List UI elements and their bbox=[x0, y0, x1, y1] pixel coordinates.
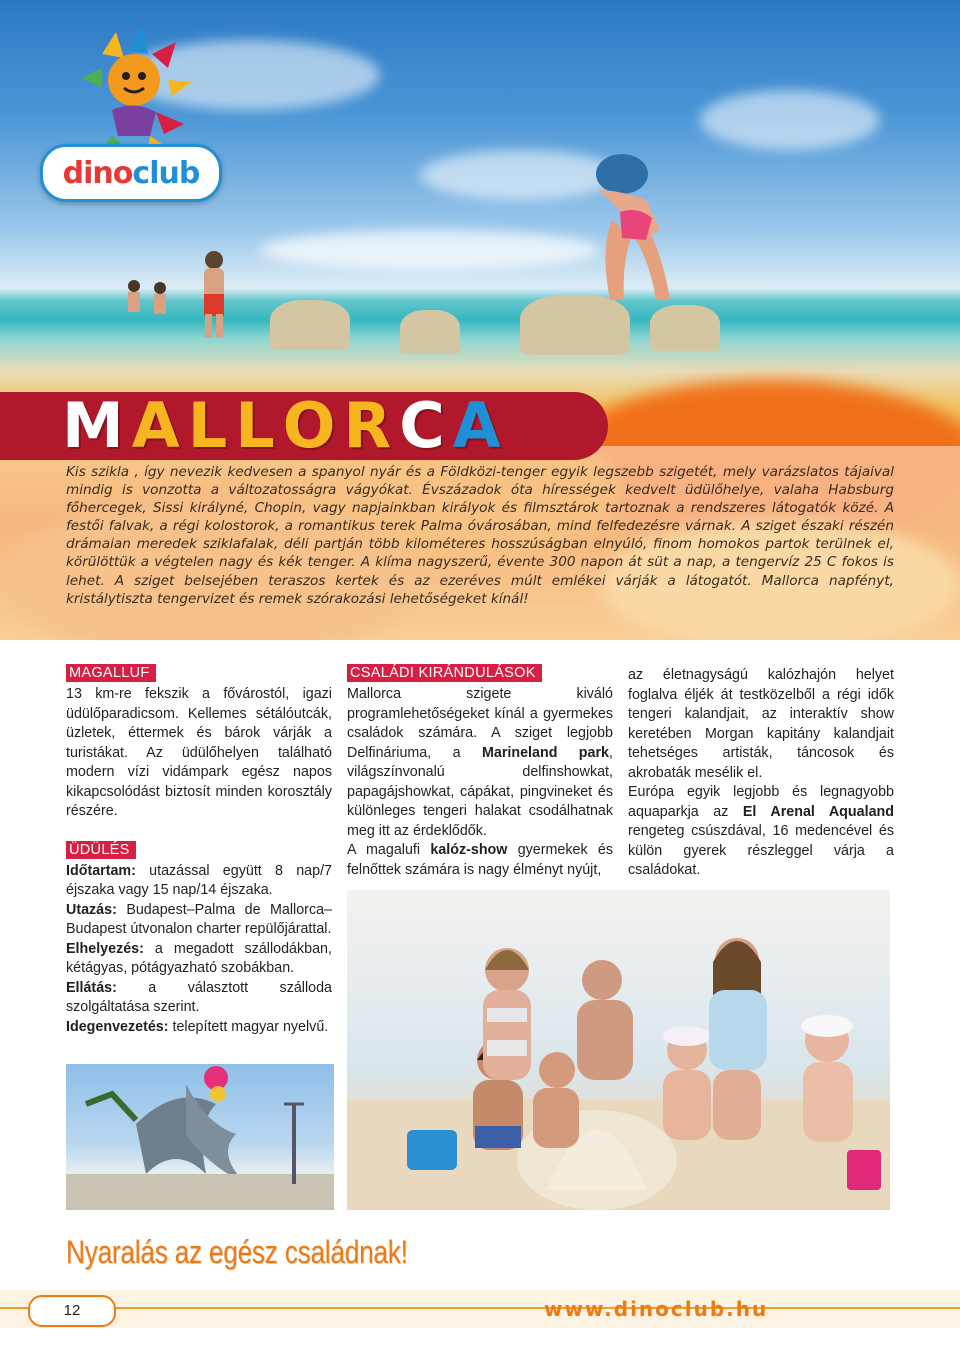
page-title bbox=[62, 389, 501, 462]
dinoclub-logo bbox=[40, 144, 222, 202]
udules-item bbox=[66, 901, 332, 940]
aqualand-name: El Arenal Aqualand bbox=[742, 803, 894, 820]
udules-item-value: a választott szálloda szolgáltatása szerint. bbox=[66, 979, 332, 1015]
udules-item-label: Idegenvezetés: bbox=[66, 1018, 169, 1035]
title-letter: R bbox=[343, 389, 392, 462]
text-run: gyermekek és felnőttek számára is nagy élményt nyújt, bbox=[347, 842, 614, 878]
footer-divider bbox=[0, 1307, 960, 1309]
column-magalluf bbox=[66, 664, 332, 1037]
logo-club-text: club bbox=[132, 155, 200, 191]
cloud bbox=[260, 230, 600, 270]
magalluf-text: 13 km-re fekszik a fővárostól, igazi üdülőparadicsom. Kellemes sétálóutcák, üzletek, éttermek és bárok várják a turistákat. Az üdülőhelyen található modern vízi vidámpark egész napos kikapcsolódást biztosít minden korosztály részére. bbox=[66, 686, 332, 819]
udules-list bbox=[66, 862, 332, 1038]
logo-dino-text: dino bbox=[62, 155, 133, 191]
section-heading-magalluf: MAGALLUF bbox=[66, 664, 156, 682]
column-aqualand bbox=[628, 666, 894, 881]
udules-item-value: telepített magyar nyelvű. bbox=[168, 1018, 329, 1035]
udules-item-value: utazással együtt 8 nap/7 éjszaka vagy 15 nap/14 éjszaka. bbox=[66, 862, 332, 898]
kalozshow-name: kalóz-show bbox=[430, 842, 508, 858]
sand-castle bbox=[400, 310, 460, 354]
text-run: rengeteg csúszdával, 16 medencével és külön gyerek részleggel várja a családokat. bbox=[628, 823, 894, 878]
intro-text bbox=[66, 463, 894, 608]
footer-bar bbox=[0, 1290, 960, 1328]
dinoclub-mascot-logo bbox=[72, 24, 202, 154]
pirate-show-paragraph: az életnagyságú kalózhajón helyet foglalva éljék át testközelből a régi idők tengeri kalandjait, az interaktív show keretében Morgan kapitány kalandjait tehetséges artisták, táncosok és akrobaták mesélik el. bbox=[628, 667, 894, 781]
udules-item-label: Elhelyezés: bbox=[66, 940, 144, 957]
aqualand-paragraph bbox=[628, 783, 894, 881]
marineland-name: Marineland park bbox=[481, 744, 610, 761]
family-beach-photo bbox=[347, 890, 890, 1210]
csaladi-paragraph-2 bbox=[347, 841, 613, 880]
udules-item-label: Utazás: bbox=[66, 901, 117, 918]
udules-item bbox=[66, 1018, 332, 1038]
tagline: Nyaralás az egész családnak! bbox=[66, 1234, 408, 1270]
text-run: , világszínvonalú delfinshowkat, papagájshowkat, cápákat, pingvineket és különleges tengeri halakat csodálhatnak meg itt az érdeklődők. bbox=[347, 744, 613, 839]
title-letter: A bbox=[131, 389, 180, 462]
title-letter: C bbox=[399, 389, 445, 462]
section-heading-udules: ÜDÜLÉS bbox=[66, 841, 136, 859]
child-figure bbox=[120, 278, 180, 328]
title-letter: L bbox=[187, 389, 228, 462]
intro-paragraph: Kis szikla , így nevezik kedvesen a spanyol nyár és a Földközi-tenger egyik legszebb szigetét, mely varázslatos tájaival mindig is vonzotta a változatosságra vágyókat. Évszázadok óta hírességek kedvelt üdülőhelye, valaha Habsburg főhercegek, Sissi királyné, Chopin, vagy napjainkban királyok és filmsztárok tartoznak a rendszeres látogatók közé. A festői falvak, a régi kolostorok, a romantikus terek Palma óvárosában, mind felfedezésre várnak. A sziget északi részén drámaian meredek sziklafalak, déli partján több kilométeres hosszúságban elnyúló, finom homokos partok terülnek el, körülöttük a végtelen nagy és kék tenger. A klíma nagyszerű, évente 300 napon át süt a nap, a tengervíz 25 C fokos is lehet. A sziget belsejében teraszos kertek és az ezeréves múlt emlékei várják a látogatót. Mallorca napfényt, kristálytiszta tengervizet és remek szórakozási lehetőségeket kínál! bbox=[66, 464, 894, 607]
udules-item-label: Időtartam: bbox=[66, 862, 136, 879]
udules-item-value: Budapest–Palma de Mallorca–Budapest útvonalon charter repülőjárattal. bbox=[66, 901, 332, 937]
text-run: Mallorca szigete kiváló programlehetőségeket kínál a gyermekes családok számára. A sziget legjobb Delfináriuma, a bbox=[347, 686, 613, 761]
title-letter: L bbox=[235, 389, 275, 462]
udules-item-value: a megadott szállodákban, kétágyas, pótágyazható szobákban. bbox=[66, 940, 332, 976]
child-figure bbox=[190, 250, 240, 340]
column-csaladi bbox=[347, 664, 613, 880]
child-figure bbox=[560, 150, 690, 310]
section-heading-csaladi: CSALÁDI KIRÁNDULÁSOK bbox=[347, 664, 542, 682]
title-letter: O bbox=[282, 389, 336, 462]
cloud bbox=[700, 90, 880, 150]
sand-castle bbox=[270, 300, 350, 350]
udules-item bbox=[66, 862, 332, 901]
udules-item-label: Ellátás: bbox=[66, 979, 117, 996]
page-number: 12 bbox=[28, 1295, 116, 1327]
dolphin-photo bbox=[66, 1064, 334, 1210]
udules-item bbox=[66, 940, 332, 979]
sand-castle bbox=[650, 305, 720, 351]
title-letter: A bbox=[452, 389, 501, 462]
title-letter: M bbox=[62, 389, 124, 462]
text-run: Európa egyik legjobb és legnagyobb aquaparkja az bbox=[628, 784, 894, 820]
text-run: A magalufi bbox=[347, 842, 431, 858]
udules-item bbox=[66, 979, 332, 1018]
website-link[interactable]: www.dinoclub.hu bbox=[544, 1297, 769, 1321]
csaladi-paragraph-1 bbox=[347, 685, 613, 841]
